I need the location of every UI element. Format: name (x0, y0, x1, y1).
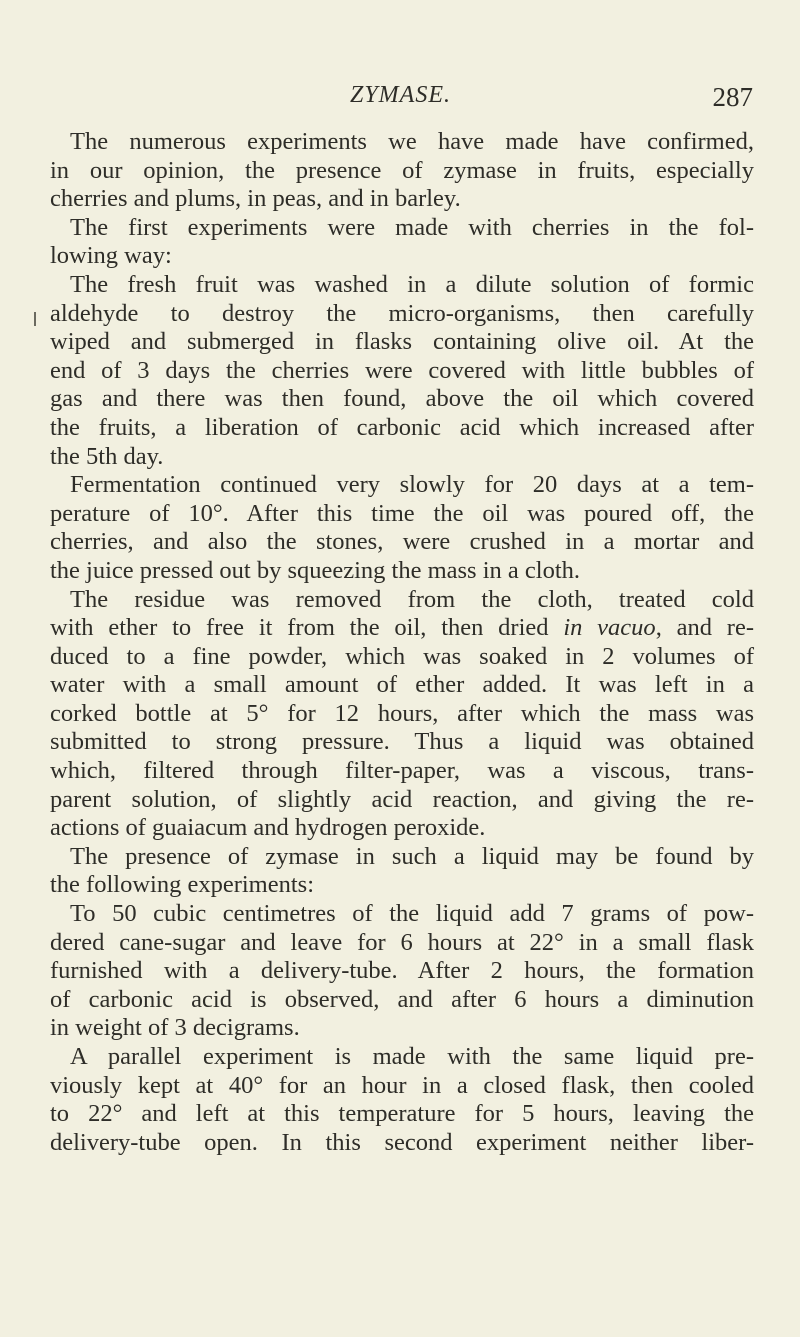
text-line: Fermentation continued very slowly for 20 days at a tem- (70, 471, 754, 499)
header-title: ZYMASE. (349, 82, 451, 108)
text-line: in our opinion, the presence of zymase in fruits, especially (50, 156, 754, 184)
text-line: The residue was removed from the cloth, treated cold (70, 585, 754, 613)
text-line: The fresh fruit was washed in a dilute solution of formic (70, 270, 754, 298)
body-text (50, 128, 754, 1157)
text-line: dered cane-sugar and leave for 6 hours at 22° in a small flask (50, 928, 754, 956)
text-line: in weight of 3 decigrams. (50, 1014, 300, 1042)
text-line: the fruits, a liberation of carbonic acid which increased after (50, 413, 754, 441)
text-line: The first experiments were made with cherries in the fol- (70, 213, 754, 241)
page-number: 287 (712, 82, 753, 112)
text-line: cherries and plums, in peas, and in barley. (50, 185, 461, 213)
text-line: the 5th day. (50, 442, 164, 470)
text-line: duced to a fine powder, which was soaked in 2 volumes of (50, 642, 754, 670)
text-line: gas and there was then found, above the oil which covered (50, 385, 754, 413)
text-line: the juice pressed out by squeezing the mass in a cloth. (50, 556, 581, 584)
text-line: The numerous experiments we have made have confirmed, (70, 128, 754, 155)
text-line: The presence of zymase in such a liquid may be found by (70, 842, 754, 870)
text-line: perature of 10°. After this time the oil was poured off, the (50, 499, 754, 527)
text-line: the following experiments: (50, 871, 314, 899)
text-line: cherries, and also the stones, were crushed in a mortar and (50, 528, 754, 556)
text-line: of carbonic acid is observed, and after 6 hours a diminution (50, 985, 754, 1013)
text-line: delivery-tube open. In this second experiment neither liber- (50, 1128, 754, 1156)
text-line: actions of guaiacum and hydrogen peroxide. (50, 814, 486, 842)
text-line: submitted to strong pressure. Thus a liquid was obtained (50, 728, 754, 756)
text-line: with ether to free it from the oil, then dried in vacuo, and re- (50, 614, 754, 642)
margin-mark (34, 312, 36, 326)
text-line: parent solution, of slightly acid reaction, and giving the re- (50, 785, 754, 813)
text-line: water with a small amount of ether added. It was left in a (50, 671, 754, 699)
text-line: end of 3 days the cherries were covered with little bubbles of (50, 356, 754, 384)
text-line: lowing way: (50, 242, 172, 270)
text-line: to 22° and left at this temperature for 5 hours, leaving the (50, 1100, 754, 1128)
italic-phrase: in vacuo (563, 614, 656, 642)
running-head (48, 82, 753, 122)
text-line: aldehyde to destroy the micro-organisms, then carefully (50, 299, 754, 327)
text-line: which, filtered through filter-paper, was a viscous, trans- (50, 757, 754, 785)
text-line: To 50 cubic centimetres of the liquid add 7 grams of pow- (70, 900, 754, 928)
text-line: wiped and submerged in flasks containing olive oil. At the (50, 328, 754, 356)
text-line: viously kept at 40° for an hour in a closed flask, then cooled (50, 1071, 754, 1099)
text-line: A parallel experiment is made with the same liquid pre- (70, 1043, 754, 1070)
text-line: corked bottle at 5° for 12 hours, after which the mass was (50, 699, 754, 727)
text-line: furnished with a delivery-tube. After 2 hours, the formation (50, 957, 754, 985)
